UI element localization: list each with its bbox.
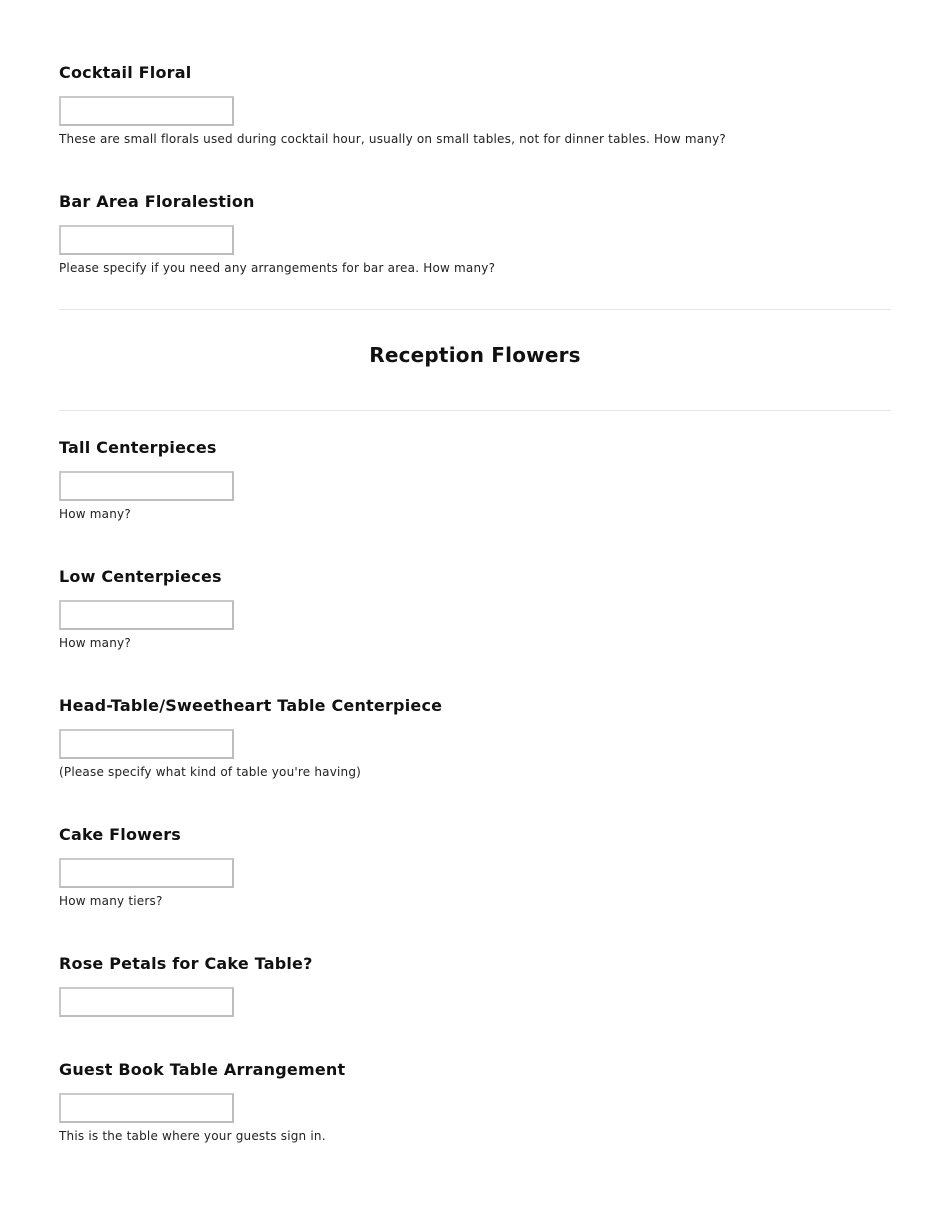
field-label: Tall Centerpieces [59,438,217,457]
cake-flowers-input[interactable] [59,858,234,888]
field-bar-area-floral [59,192,891,276]
field-label: Rose Petals for Cake Table? [59,954,313,973]
section-divider-top [59,309,891,310]
low-centerpieces-input[interactable] [59,600,234,630]
guest-book-arrangement-input[interactable] [59,1093,234,1123]
field-help-text: This is the table where your guests sign in. [59,1129,326,1143]
field-help-text: How many tiers? [59,894,163,908]
section-title: Reception Flowers [369,343,581,367]
section-divider-bottom [59,410,891,411]
rose-petals-input[interactable] [59,987,234,1017]
field-label: Bar Area Floralestion [59,192,255,211]
field-help-text: How many? [59,636,131,650]
tall-centerpieces-input[interactable] [59,471,234,501]
field-help-text: These are small florals used during cocktail hour, usually on small tables, not for dinner tables. How many? [59,132,726,146]
field-label: Low Centerpieces [59,567,222,586]
field-help-text: Please specify if you need any arrangements for bar area. How many? [59,261,496,275]
field-label: Cocktail Floral [59,63,192,82]
field-guest-book-arrangement [59,1060,891,1144]
field-label: Head-Table/Sweetheart Table Centerpiece [59,696,443,715]
head-table-centerpiece-input[interactable] [59,729,234,759]
field-help-text: How many? [59,507,131,521]
cocktail-floral-input[interactable] [59,96,234,126]
field-rose-petals [59,954,891,1017]
bar-area-floral-input[interactable] [59,225,234,255]
field-cake-flowers [59,825,891,909]
field-low-centerpieces [59,567,891,651]
field-cocktail-floral [59,63,891,147]
field-head-table-centerpiece [59,696,891,780]
field-label: Cake Flowers [59,825,182,844]
field-label: Guest Book Table Arrangement [59,1060,346,1079]
field-tall-centerpieces [59,438,891,522]
field-help-text: (Please specify what kind of table you're having) [59,765,362,779]
